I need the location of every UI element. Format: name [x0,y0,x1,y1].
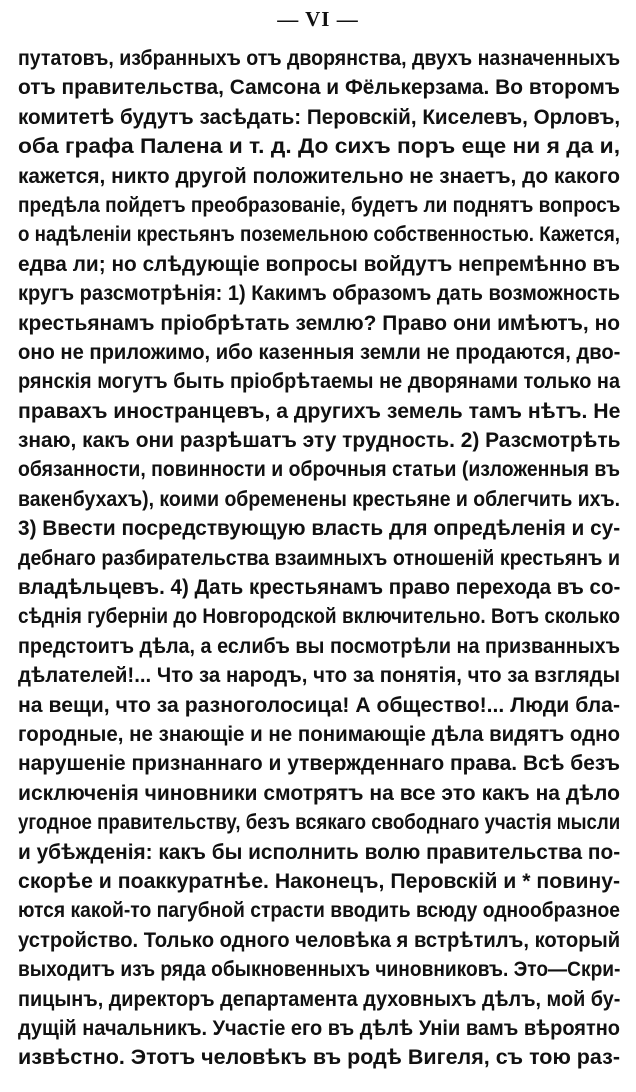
text-line: выходитъ изъ ряда обыкновенныхъ чиновниковъ. Это—Скри- [18,957,621,982]
text-line: дущій начальникъ. Участіе его въ дѣлѣ Уніи вамъ вѣроятно [18,1015,620,1040]
text-line: оно не приложимо, ибо казенныя земли не продаются, дво- [18,339,621,364]
text-line: отъ правительства, Самсона и Фёлькерзама. Во второмъ [18,75,620,100]
text-line: едва ли; но слѣдующіе вопросы войдутъ непремѣнно въ [18,251,620,276]
text-line: предстоитъ дѣла, а еслибъ вы посмотрѣли на призванныхъ [18,633,620,658]
text-line: обязанности, повинности и оброчныя статьи (изложенныя въ [18,457,620,482]
text-line: пицынъ, директоръ департамента духовныхъ дѣлъ, мой бу- [18,986,621,1011]
text-line: комитетѣ будутъ засѣдать: Перовскій, Киселевъ, Орловъ, [18,104,621,129]
body-text [18,44,622,1073]
text-line: рянскія могутъ быть пріобрѣтаемы не дворянами только на [18,369,620,394]
text-line: 3) Ввести посредствующую власть для опредѣленія и су- [18,516,621,541]
text-line: кажется, никто другой положительно не знаетъ, до какого [18,163,620,188]
text-line: крестьянамъ пріобрѣтать землю? Право они имѣютъ, но [18,310,620,335]
text-line: вакенбухахъ), коими обременены крестьяне и облегчить ихъ. [18,486,621,511]
text-line: угодное правительству, безъ всякаго свободнаго участія мысли [18,810,621,835]
text-line: знаю, какъ они разрѣшатъ эту трудность. 2) Разсмотрѣть [18,428,621,453]
text-line: извѣстно. Этотъ человѣкъ въ родѣ Вигеля, съ тою раз- [18,1045,620,1070]
text-line: владѣльцевъ. 4) Дать крестьянамъ право перехода въ со- [18,575,621,600]
text-line: нарушеніе признаннаго и утвержденнаго права. Всѣ безъ [18,751,620,776]
text-line: предѣла пойдетъ преобразованіе, будетъ ли поднятъ вопросъ [18,192,621,217]
text-line: дебнаго разбирательства взаимныхъ отношеній крестьянъ и [18,545,620,570]
text-line: ются какой-то пагубной страсти вводить всюду однообразное [18,898,620,923]
text-line: дѣлателей!... Что за народъ, что за понятія, что за взгляды [18,663,620,688]
text-line: путатовъ, избранныхъ отъ дворянства, двухъ назначенныхъ [18,46,621,70]
text-line: правахъ иностранцевъ, а другихъ земель тамъ нѣтъ. Не [18,398,621,423]
text-line: исключенія чиновники смотрятъ на все это какъ на дѣло [18,780,620,805]
text-line: устройство. Только одного человѣка я встрѣтилъ, который [18,927,621,952]
text-line: кругъ разсмотрѣнія: 1) Какимъ образомъ дать возможность [18,281,621,306]
text-line: сѣднія губерніи до Новгородской включительно. Вотъ сколько [18,604,620,629]
text-line: и убѣжденія: какъ бы исполнить волю правительства по- [18,839,621,864]
text-line: оба графа Палена и т. д. До сихъ поръ еще ни я да и, [18,134,621,159]
text-line: скорѣе и поаккуратнѣе. Наконецъ, Перовскій и * повину- [18,868,621,893]
text-line: на вещи, что за разноголосица! А общество!... Люди бла- [18,692,620,717]
text-line: о надѣленіи крестьянъ поземельною собственностью. Кажется, [18,222,620,247]
page-number: — VI — [277,7,359,31]
text-line: городные, не знающіе и не понимающіе дѣла видятъ одно [18,721,620,746]
